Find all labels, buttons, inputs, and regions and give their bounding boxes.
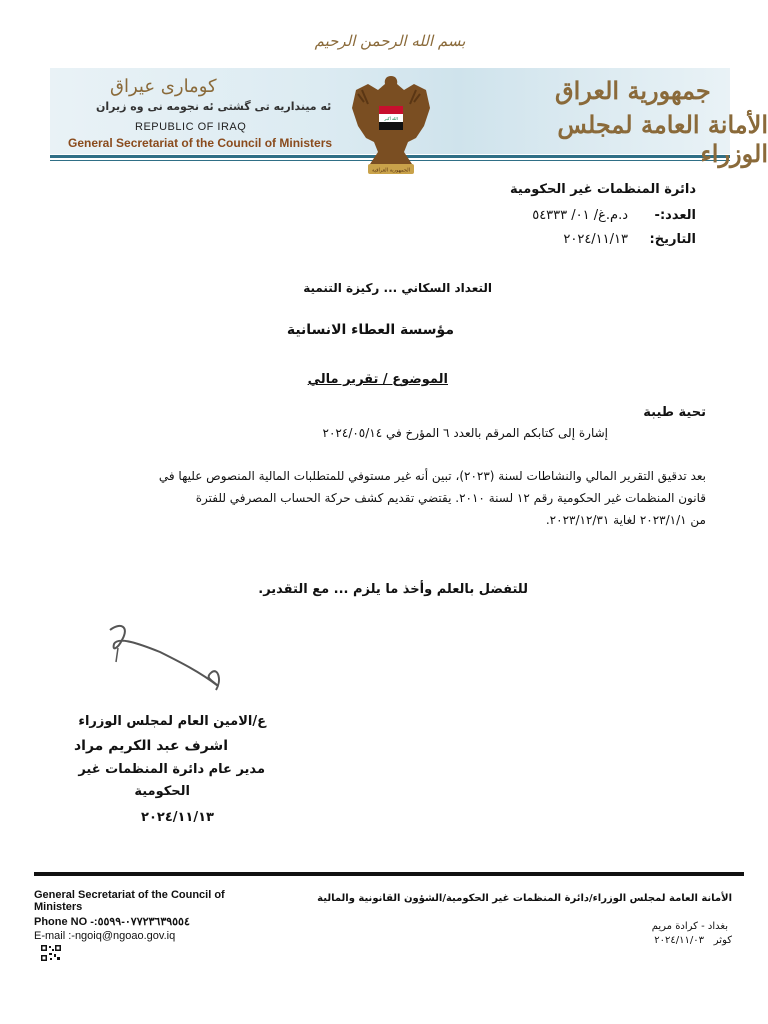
signatory-name: اشرف عبد الكريم مراد (73, 738, 228, 754)
department-name: دائرة المنظمات غير الحكومية (510, 182, 696, 197)
reference-to-letter: إشارة إلى كتابكم المرقم بالعدد ٦ المؤرخ في ٢٠٢٤/٠٥/١٤ (322, 426, 608, 440)
signature-date: ٢٠٢٤/١١/١٣ (141, 810, 214, 825)
closing-line: للتفضل بالعلم وأخذ ما يلزم ... مع التقدير. (258, 582, 528, 597)
footer-address: بغداد - كرادة مريم (651, 921, 728, 932)
arabic-calligraphy-republic: جمهورية العراق (555, 76, 711, 105)
footer-org-en-line2: Ministers (34, 901, 83, 913)
reference-date-label: التاريخ: (649, 232, 696, 247)
republic-of-iraq-en: REPUBLIC OF IRAQ (135, 121, 247, 133)
reference-number-value: د.م.غ/ ٠١/ ٥٤٣٣٣ (532, 208, 628, 223)
footer-org-ar: الأمانة العامة لمجلس الوزراء/دائرة المنظمات غير الحكومية/الشؤون القانونية والمالية (317, 893, 732, 904)
greeting: تحية طيبة (643, 405, 706, 420)
emblem-banner-text: الله أكبر (384, 116, 398, 121)
body-line-1: بعد تدقيق التقرير المالي والنشاطات لسنة (٢٠٢٣)، تبين أنه غير مستوفي للمتطلبات المالية المنصوص عليها في (158, 469, 706, 483)
general-secretariat-en: General Secretariat of the Council of Ministers (68, 136, 333, 150)
kurdish-calligraphy-title: كوماری عیراق (110, 76, 217, 97)
footer-code-label: كوثر (713, 935, 732, 946)
emblem-base-text: الجمهورية العراقية (371, 167, 411, 174)
footer-email[interactable]: E-mail :-ngoiq@ngoao.gov.iq (34, 930, 176, 942)
basmala: بسم الله الرحمن الرحيم (314, 32, 466, 50)
footer-code-date: ٢٠٢٤/١١/٠٣ (654, 935, 704, 946)
signatory-position-line2: الحكومية (134, 784, 190, 799)
footer-rule (34, 872, 744, 876)
kurdish-subtitle: ئه مینداریه تی گشتی ئه نجومه نی وه زیران (96, 100, 332, 113)
subject-line: الموضوع / تقرير مالي (307, 372, 448, 387)
recipient-name: مؤسسة العطاء الانسانية (286, 322, 454, 338)
body-line-3: من ٢٠٢٣/١/١ لغاية ٢٠٢٣/١٢/٣١. (545, 513, 706, 527)
qr-code-icon (40, 944, 62, 962)
iraq-eagle-emblem-icon (348, 68, 434, 180)
body-line-2: قانون المنظمات غير الحكومية رقم ١٢ لسنة ٢٠١٠. يقتضي تقديم كشف حركة الحساب المصرفي للفترة (195, 491, 706, 505)
census-slogan: التعداد السكاني ... ركيزة التنمية (303, 281, 492, 295)
reference-date-value: ٢٠٢٤/١١/١٣ (563, 232, 628, 247)
footer-phone: Phone NO -:٠٧٧٢٣٦٣٩٥٥٤-٥٥٩٩ (34, 916, 190, 928)
handwritten-signature (100, 622, 230, 697)
signatory-position-line1: مدير عام دائرة المنظمات غير (78, 762, 265, 777)
arabic-calligraphy-secretariat: الأمانة العامة لمجلس الوزراء (557, 110, 768, 168)
footer-org-en-line1: General Secretariat of the Council of (34, 889, 225, 901)
reference-number-label: العدد:- (654, 208, 696, 223)
signatory-title: ع/الامين العام لمجلس الوزراء (78, 714, 266, 729)
